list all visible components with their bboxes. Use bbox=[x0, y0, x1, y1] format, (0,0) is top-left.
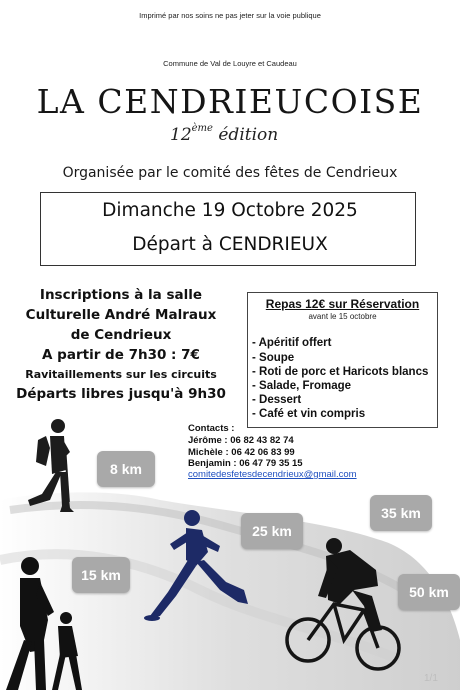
contact-entry: Jérôme : 06 82 43 82 74 bbox=[188, 435, 294, 446]
circuit-badge: 50 km bbox=[398, 574, 460, 610]
contact-entry: Michèle : 06 42 06 83 99 bbox=[188, 447, 295, 458]
meal-item: - Café et vin compris bbox=[252, 408, 366, 420]
commune-name: Commune de Val de Louyre et Caudeau bbox=[163, 59, 297, 68]
circuit-badge: 25 km bbox=[241, 513, 303, 549]
contact-email-link[interactable]: comitedesfetesdecendrieux@gmail.com bbox=[188, 469, 357, 480]
edition-word: édition bbox=[218, 125, 279, 145]
page-number: 1/1 bbox=[424, 673, 438, 684]
meal-item: - Salade, Fromage bbox=[252, 380, 352, 392]
inscriptions-line: Inscriptions à la salle bbox=[39, 287, 203, 303]
meal-item: - Roti de porc et Haricots blancs bbox=[252, 366, 429, 378]
meal-item: - Apéritif offert bbox=[252, 337, 332, 349]
circuit-badge: 8 km bbox=[97, 451, 155, 487]
printed-note: Imprimé par nos soins ne pas jeter sur la voie publique bbox=[139, 11, 321, 20]
contacts-label: Contacts : bbox=[188, 423, 235, 434]
meal-deadline: avant le 15 octobre bbox=[308, 312, 377, 321]
edition-number: 12 bbox=[170, 125, 192, 145]
circuit-badge: 15 km bbox=[72, 557, 130, 593]
inscriptions-line: de Cendrieux bbox=[70, 327, 172, 343]
supplies-note: Ravitaillements sur les circuits bbox=[25, 368, 217, 381]
inscriptions-price: A partir de 7h30 : 7€ bbox=[42, 347, 200, 363]
event-title: LA CENDRIEUCOISE bbox=[36, 82, 424, 121]
departure-place: Départ à CENDRIEUX bbox=[132, 234, 328, 255]
edition-suffix: ème bbox=[191, 123, 213, 135]
circuit-badge: 35 km bbox=[370, 495, 432, 531]
meal-title: Repas 12€ sur Réservation bbox=[265, 297, 420, 311]
free-start-note: Départs libres jusqu'à 9h30 bbox=[16, 386, 226, 402]
meal-item: - Soupe bbox=[252, 352, 295, 364]
organiser-line: Organisée par le comité des fêtes de Cendrieux bbox=[62, 165, 398, 181]
contact-entry: Benjamin : 06 47 79 35 15 bbox=[188, 458, 303, 469]
meal-item: - Dessert bbox=[252, 394, 302, 406]
inscriptions-line: Culturelle André Malraux bbox=[25, 307, 217, 323]
event-date: Dimanche 19 Octobre 2025 bbox=[102, 200, 358, 221]
